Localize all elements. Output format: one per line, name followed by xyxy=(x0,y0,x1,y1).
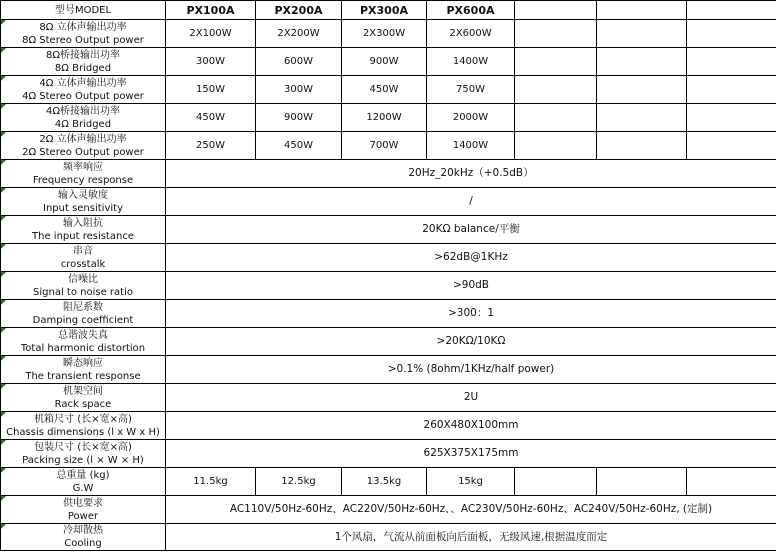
comment-marker-icon xyxy=(1,384,6,389)
spec-label-en: 4Ω Stereo Output power xyxy=(22,90,144,102)
spec-row xyxy=(1,384,776,412)
spec-row xyxy=(1,524,776,551)
spec-value: 250W xyxy=(166,132,256,160)
spec-label xyxy=(1,440,166,468)
spec-value: 11.5kg xyxy=(166,468,256,496)
spec-label-en: 2Ω Stereo Output power xyxy=(22,146,144,158)
spec-label-en: The input resistance xyxy=(32,230,134,242)
spec-label xyxy=(1,160,166,188)
spec-row xyxy=(1,300,776,328)
empty-cell xyxy=(515,76,597,104)
comment-marker-icon xyxy=(1,524,6,529)
spec-value-merged: >90dB xyxy=(166,272,776,300)
empty-cell xyxy=(687,1,776,20)
spec-value: 1400W xyxy=(427,48,515,76)
empty-cell xyxy=(687,76,776,104)
empty-cell xyxy=(515,20,597,48)
spec-row xyxy=(1,272,776,300)
spec-label-cn: 2Ω 立体声输出功率 xyxy=(39,133,127,145)
comment-marker-icon xyxy=(1,244,6,249)
spec-label xyxy=(1,384,166,412)
spec-value: 1200W xyxy=(342,104,427,132)
spec-label-en: Signal to noise ratio xyxy=(33,286,133,298)
spec-label-en: Cooling xyxy=(64,538,102,549)
spec-row xyxy=(1,412,776,440)
spec-row xyxy=(1,496,776,524)
model-name: PX100A xyxy=(166,1,256,20)
empty-cell xyxy=(597,468,687,496)
spec-label-en: Total harmonic distortion xyxy=(20,342,146,354)
comment-marker-icon xyxy=(1,20,6,25)
comment-marker-icon xyxy=(1,300,6,305)
spec-value: 2X300W xyxy=(342,20,427,48)
model-name: PX600A xyxy=(427,1,515,20)
spec-value: 300W xyxy=(256,76,342,104)
spec-value-merged: >20KΩ/10KΩ xyxy=(166,328,776,356)
spec-value: 300W xyxy=(166,48,256,76)
spec-row xyxy=(1,356,776,384)
empty-cell xyxy=(597,132,687,160)
empty-cell xyxy=(687,104,776,132)
spec-label-en: 4Ω Bridged xyxy=(54,118,112,130)
empty-cell xyxy=(515,1,597,20)
spec-label xyxy=(1,468,166,496)
spec-label-cn: 频率响应 xyxy=(63,161,103,173)
spec-value: 1400W xyxy=(427,132,515,160)
spec-label-en: 8Ω Stereo Output power xyxy=(22,34,144,46)
spec-row xyxy=(1,468,776,496)
spec-value: 2000W xyxy=(427,104,515,132)
spec-label-cn: 冷却散热 xyxy=(63,525,103,536)
spec-label-en: Input sensitivity xyxy=(43,202,123,214)
comment-marker-icon xyxy=(1,216,6,221)
model-name: PX200A xyxy=(256,1,342,20)
spec-label-cn: 4Ω 立体声输出功率 xyxy=(39,77,127,89)
spec-value-merged: >300：1 xyxy=(166,300,776,328)
comment-marker-icon xyxy=(1,160,6,165)
spec-label-en: G.W xyxy=(72,482,94,494)
comment-marker-icon xyxy=(1,440,6,445)
spec-label-cn: 总谐波失真 xyxy=(58,329,108,341)
comment-marker-icon xyxy=(1,356,6,361)
spec-label xyxy=(1,272,166,300)
empty-cell xyxy=(597,20,687,48)
spec-row xyxy=(1,188,776,216)
spec-label-en: Damping coefficient xyxy=(32,314,134,326)
comment-marker-icon xyxy=(1,328,6,333)
spec-label-en: Frequency response xyxy=(32,174,134,186)
spec-row xyxy=(1,328,776,356)
comment-marker-icon xyxy=(1,496,6,501)
spec-value: 2X200W xyxy=(256,20,342,48)
spec-label-cn: 瞬态响应 xyxy=(63,357,103,369)
comment-marker-icon xyxy=(1,468,6,473)
spec-label-cn: 输入阻抗 xyxy=(63,217,103,229)
spec-label-en: Rack space xyxy=(54,398,112,410)
spec-value-merged: >0.1% (8ohm/1KHz/half power) xyxy=(166,356,776,384)
spec-value: 13.5kg xyxy=(342,468,427,496)
spec-value: 900W xyxy=(342,48,427,76)
spec-value-merged: 1个风扇，气流从前面板向后面板，无级风速,根据温度而定 xyxy=(166,524,776,551)
spec-label-cn: 输入灵敏度 xyxy=(58,189,108,201)
spec-label xyxy=(1,132,166,160)
spec-value: 600W xyxy=(256,48,342,76)
spec-label-cn: 串音 xyxy=(73,245,93,257)
empty-cell xyxy=(597,104,687,132)
spec-row xyxy=(1,244,776,272)
spec-row xyxy=(1,440,776,468)
header-row xyxy=(1,1,776,20)
spec-label xyxy=(1,412,166,440)
spec-label xyxy=(1,216,166,244)
spec-label-en: 8Ω Bridged xyxy=(54,62,112,74)
spec-label xyxy=(1,356,166,384)
spec-row xyxy=(1,76,776,104)
spec-label xyxy=(1,244,166,272)
spec-label-en: Power xyxy=(67,510,99,522)
spec-row xyxy=(1,20,776,48)
spec-value: 450W xyxy=(342,76,427,104)
model-label: 型号MODEL xyxy=(1,1,166,20)
spec-value-merged: AC110V/50Hz-60Hz、AC220V/50Hz-60Hz、、AC230V/50Hz-60Hz、AC240V/50Hz-60Hz, (定制) xyxy=(166,496,776,524)
empty-cell xyxy=(687,48,776,76)
comment-marker-icon xyxy=(1,76,6,81)
spec-value-merged: 20KΩ balance/平衡 xyxy=(166,216,776,244)
spec-value: 12.5kg xyxy=(256,468,342,496)
spec-label xyxy=(1,188,166,216)
spec-label-cn: 机箱尺寸 (长×宽×高) xyxy=(34,413,132,425)
model-name: PX300A xyxy=(342,1,427,20)
spec-value: 150W xyxy=(166,76,256,104)
spec-label xyxy=(1,496,166,524)
empty-cell xyxy=(687,20,776,48)
spec-label-cn: 供电要求 xyxy=(63,497,103,509)
spec-value-merged: 625X375X175mm xyxy=(166,440,776,468)
empty-cell xyxy=(515,48,597,76)
comment-marker-icon xyxy=(1,188,6,193)
empty-cell xyxy=(515,468,597,496)
spec-label-cn: 信噪比 xyxy=(68,273,98,285)
spec-row xyxy=(1,160,776,188)
empty-cell xyxy=(597,76,687,104)
spec-row xyxy=(1,216,776,244)
spec-label-cn: 机架空间 xyxy=(63,385,103,397)
spec-label xyxy=(1,48,166,76)
empty-cell xyxy=(687,132,776,160)
spec-label xyxy=(1,104,166,132)
spec-value: 750W xyxy=(427,76,515,104)
spec-value: 15kg xyxy=(427,468,515,496)
spec-label-en: crosstalk xyxy=(60,258,106,270)
spec-value-merged: 260X480X100mm xyxy=(166,412,776,440)
empty-cell xyxy=(687,468,776,496)
spec-label-cn: 8Ω 立体声输出功率 xyxy=(39,21,127,33)
spec-row xyxy=(1,104,776,132)
spec-value-merged: 20Hz_20kHz（+0.5dB） xyxy=(166,160,776,188)
spec-label-en: Chassis dimensions (l x W x H) xyxy=(6,426,160,438)
empty-cell xyxy=(515,104,597,132)
spec-label-en: Packing size (l × W × H) xyxy=(22,454,144,466)
spec-row xyxy=(1,132,776,160)
spec-value-merged: / xyxy=(166,188,776,216)
spec-label xyxy=(1,300,166,328)
spec-label-cn: 包装尺寸 (长×宽×高) xyxy=(34,441,132,453)
empty-cell xyxy=(597,1,687,20)
empty-cell xyxy=(597,48,687,76)
spec-value: 900W xyxy=(256,104,342,132)
comment-marker-icon xyxy=(1,132,6,137)
comment-marker-icon xyxy=(1,412,6,417)
spec-row xyxy=(1,48,776,76)
spec-label xyxy=(1,20,166,48)
comment-marker-icon xyxy=(1,272,6,277)
spec-label-cn: 阻尼系数 xyxy=(63,301,103,313)
comment-marker-icon xyxy=(1,48,6,53)
comment-marker-icon xyxy=(1,104,6,109)
spec-label-cn: 总重量 (kg) xyxy=(56,469,110,481)
spec-value: 450W xyxy=(256,132,342,160)
spec-label xyxy=(1,328,166,356)
spec-label-cn: 8Ω桥接输出功率 xyxy=(45,49,120,61)
spec-label xyxy=(1,524,166,551)
spec-value: 2X100W xyxy=(166,20,256,48)
spec-value: 2X600W xyxy=(427,20,515,48)
spec-value: 700W xyxy=(342,132,427,160)
spec-label-en: The transient response xyxy=(25,370,141,382)
spec-value-merged: >62dB@1KHz xyxy=(166,244,776,272)
spec-label xyxy=(1,76,166,104)
spec-label-cn: 4Ω桥接输出功率 xyxy=(45,105,120,117)
spec-value: 450W xyxy=(166,104,256,132)
spec-value-merged: 2U xyxy=(166,384,776,412)
empty-cell xyxy=(515,132,597,160)
